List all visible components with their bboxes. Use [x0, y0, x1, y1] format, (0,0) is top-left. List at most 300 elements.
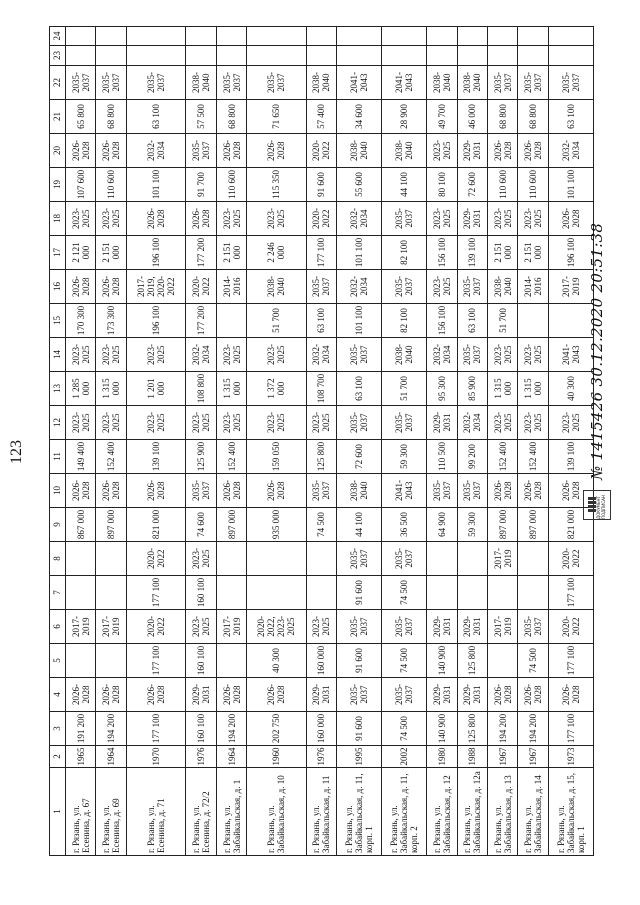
table-cell: 72 600 — [457, 168, 487, 202]
table-cell: 2035-2037 — [337, 338, 382, 372]
table-cell — [337, 27, 382, 46]
table-cell: 2023-2025 — [488, 338, 518, 372]
table-cell: 177 100 — [548, 576, 593, 610]
table-cell: 177 100 — [126, 712, 185, 746]
table-cell: 2035-2037 — [548, 66, 593, 100]
table-cell: 2035-2037 — [382, 678, 427, 712]
table-cell: 49 700 — [427, 100, 457, 134]
table-cell: 2020-2022 — [186, 270, 216, 304]
table-cell: 2026-2028 — [96, 474, 126, 508]
table-cell — [247, 27, 306, 46]
table-cell: 1964 — [96, 746, 126, 768]
table-cell: 2038-2040 — [488, 270, 518, 304]
table-cell — [126, 46, 185, 66]
table-cell — [548, 46, 593, 66]
table-cell: 44 100 — [337, 508, 382, 542]
table-cell: 2017-2019 — [216, 610, 246, 644]
table-cell: 101 100 — [337, 236, 382, 270]
table-cell: 2035-2037 — [337, 610, 382, 644]
table-cell: 935 000 — [247, 508, 306, 542]
table-cell: 95 300 — [427, 372, 457, 406]
table-cell: 2041-2043 — [382, 66, 427, 100]
table-cell: 91 600 — [337, 644, 382, 678]
table-cell: 2020-2022 — [548, 542, 593, 576]
table-cell: 2 151 000 — [216, 236, 246, 270]
table-cell: 2041-2043 — [382, 474, 427, 508]
table-cell: 59 300 — [382, 440, 427, 474]
table-cell — [457, 576, 487, 610]
table-cell: 194 200 — [96, 712, 126, 746]
table-cell: 63 100 — [457, 304, 487, 338]
table-cell: 2038-2040 — [457, 66, 487, 100]
register-table-rotated — [49, 33, 594, 856]
table-cell — [65, 644, 95, 678]
table-cell: 2023-2025 — [247, 338, 306, 372]
table-cell: 40 300 — [247, 644, 306, 678]
table-row — [247, 27, 306, 856]
table-cell: 159 050 — [247, 440, 306, 474]
table-cell: 1980 — [427, 746, 457, 768]
table-cell: 2035-2037 — [382, 610, 427, 644]
table-cell — [186, 46, 216, 66]
table-cell: 110 600 — [518, 168, 548, 202]
table-cell: 2023-2025 — [65, 406, 95, 440]
table-cell: 2029-2031 — [457, 678, 487, 712]
table-cell: 2038-2040 — [382, 338, 427, 372]
table-cell — [427, 46, 457, 66]
column-header: 7 — [50, 576, 66, 610]
table-cell: 68 800 — [216, 100, 246, 134]
table-cell: 1960 — [247, 746, 306, 768]
table-cell: 57 500 — [186, 100, 216, 134]
table-cell — [126, 27, 185, 46]
table-cell: 2023-2025 — [65, 202, 95, 236]
table-cell: 65 800 — [65, 100, 95, 134]
table-cell: 139 100 — [457, 236, 487, 270]
table-cell — [247, 46, 306, 66]
table-cell: 2029-2031 — [427, 406, 457, 440]
table-cell: 44 100 — [382, 168, 427, 202]
table-cell — [306, 27, 336, 46]
table-cell: 156 100 — [427, 304, 457, 338]
column-header: 18 — [50, 202, 66, 236]
table-cell — [216, 304, 246, 338]
table-cell: 2023-2025 — [427, 202, 457, 236]
table-cell: 2026-2028 — [548, 474, 593, 508]
table-cell: 2023-2025 — [96, 338, 126, 372]
table-row — [186, 27, 216, 856]
table-cell — [306, 542, 336, 576]
table-cell: 202 750 — [247, 712, 306, 746]
table-cell: 2029-2031 — [306, 678, 336, 712]
column-header: 1 — [50, 768, 66, 856]
table-cell: 2026-2028 — [548, 202, 593, 236]
table-cell: 2035-2037 — [337, 542, 382, 576]
table-cell: 2032-2034 — [186, 338, 216, 372]
table-cell: 115 350 — [247, 168, 306, 202]
table-cell — [96, 644, 126, 678]
table-cell: 2026-2028 — [126, 474, 185, 508]
table-cell: 897 000 — [216, 508, 246, 542]
table-cell: 2002 — [382, 746, 427, 768]
table-cell: 36 500 — [382, 508, 427, 542]
table-cell: 2035-2037 — [306, 474, 336, 508]
table-cell: 1965 — [65, 746, 95, 768]
table-cell — [96, 542, 126, 576]
table-cell — [216, 542, 246, 576]
table-cell: 2017-2019 — [96, 610, 126, 644]
table-cell: 2023-2025 — [518, 202, 548, 236]
table-cell: 2023-2025 — [216, 406, 246, 440]
table-cell: 177 200 — [186, 304, 216, 338]
table-cell: 51 700 — [488, 304, 518, 338]
address-cell: г. Рязань, ул. Забайкальская, д. 14 — [518, 768, 548, 856]
table-cell — [96, 27, 126, 46]
table-cell: 191 200 — [65, 712, 95, 746]
table-cell: 2023-2025 — [427, 134, 457, 168]
table-row — [216, 27, 246, 856]
table-cell — [457, 542, 487, 576]
table-row — [427, 27, 457, 856]
table-cell: 2035-2037 — [518, 610, 548, 644]
address-cell: г. Рязань, ул. Есенина, д. 71 — [126, 768, 185, 856]
table-cell — [518, 46, 548, 66]
table-cell: 2023-2025 — [126, 406, 185, 440]
column-header: 16 — [50, 270, 66, 304]
table-cell: 1976 — [306, 746, 336, 768]
table-cell: 2029-2031 — [186, 678, 216, 712]
table-cell: 91 600 — [337, 576, 382, 610]
table-cell: 897 000 — [488, 508, 518, 542]
register-table-body — [50, 27, 594, 856]
table-cell: 85 900 — [457, 372, 487, 406]
table-cell: 821 000 — [126, 508, 185, 542]
table-cell: 2017-2019 — [548, 270, 593, 304]
table-cell: 51 700 — [382, 372, 427, 406]
table-cell: 2035-2037 — [186, 474, 216, 508]
table-cell: 2041-2043 — [337, 66, 382, 100]
table-cell: 2035-2037 — [382, 202, 427, 236]
column-header: 4 — [50, 678, 66, 712]
table-cell: 140 900 — [427, 712, 457, 746]
table-cell: 55 600 — [337, 168, 382, 202]
table-cell: 2032-2034 — [126, 134, 185, 168]
table-row — [337, 27, 382, 856]
table-cell: 28 900 — [382, 100, 427, 134]
table-cell: 2035-2037 — [382, 542, 427, 576]
table-cell: 2023-2025 — [96, 406, 126, 440]
column-header: 23 — [50, 46, 66, 66]
table-cell: 2032-2034 — [337, 202, 382, 236]
table-cell: 2035-2037 — [186, 134, 216, 168]
table-cell — [65, 27, 95, 46]
table-cell — [382, 27, 427, 46]
table-cell: 152 400 — [216, 440, 246, 474]
table-cell: 2023-2025 — [247, 406, 306, 440]
table-cell: 2023-2025 — [65, 338, 95, 372]
table-cell: 1988 — [457, 746, 487, 768]
table-cell: 160 100 — [186, 644, 216, 678]
table-cell: 160 000 — [306, 644, 336, 678]
table-cell: 101 100 — [548, 168, 593, 202]
table-cell: 2023-2025 — [306, 610, 336, 644]
address-cell: г. Рязань, ул. Забайкальская, д. 11, корп. 2 — [382, 768, 427, 856]
table-cell: 2035-2037 — [96, 66, 126, 100]
table-cell: 2 121 000 — [65, 236, 95, 270]
table-cell: 2026-2028 — [247, 134, 306, 168]
table-cell — [337, 46, 382, 66]
table-cell: 80 100 — [427, 168, 457, 202]
table-cell: 74 500 — [518, 644, 548, 678]
table-cell — [488, 46, 518, 66]
table-cell: 2035-2037 — [337, 406, 382, 440]
table-cell: 63 100 — [337, 372, 382, 406]
column-header: 5 — [50, 644, 66, 678]
address-cell: г. Рязань, ул. Забайкальская, д. 13 — [488, 768, 518, 856]
table-cell: 194 200 — [518, 712, 548, 746]
table-cell: 2032-2034 — [306, 338, 336, 372]
table-cell: 2038-2040 — [186, 66, 216, 100]
table-cell: 2035-2037 — [457, 474, 487, 508]
table-cell: 2023-2025 — [518, 406, 548, 440]
table-cell: 2026-2028 — [65, 474, 95, 508]
table-cell: 2026-2028 — [96, 270, 126, 304]
table-cell: 2029-2031 — [457, 202, 487, 236]
table-cell: 110 600 — [488, 168, 518, 202]
address-cell: г. Рязань, ул. Есенина, д. 69 — [96, 768, 126, 856]
table-cell — [382, 46, 427, 66]
table-cell: 139 100 — [126, 440, 185, 474]
page-number: 123 — [8, 440, 25, 464]
table-cell: 63 100 — [306, 304, 336, 338]
register-table — [49, 26, 594, 856]
column-header: 20 — [50, 134, 66, 168]
table-cell: 2017-2019, 2020-2022 — [126, 270, 185, 304]
table-cell: 2020-2022 — [306, 202, 336, 236]
table-cell — [306, 576, 336, 610]
table-cell — [65, 576, 95, 610]
table-cell: 2023-2025 — [306, 406, 336, 440]
table-cell — [65, 46, 95, 66]
table-cell: 99 200 — [457, 440, 487, 474]
column-header: 6 — [50, 610, 66, 644]
table-cell: 82 100 — [382, 236, 427, 270]
table-cell: 2 151 000 — [96, 236, 126, 270]
document-stamp: № 1415426 30.12.2020 20:51:38 — [588, 222, 606, 480]
table-cell — [518, 304, 548, 338]
table-cell: 2035-2037 — [247, 66, 306, 100]
table-cell: 2026-2028 — [518, 474, 548, 508]
table-cell: 2023-2025 — [186, 610, 216, 644]
table-cell: 82 100 — [382, 304, 427, 338]
table-cell: 2026-2028 — [186, 202, 216, 236]
table-cell: 110 600 — [216, 168, 246, 202]
logo-caption: ДОКУМЕНТ ПОДПИСАН — [596, 495, 606, 519]
table-cell: 2023-2025 — [96, 202, 126, 236]
table-cell: 2038-2040 — [337, 474, 382, 508]
table-cell: 177 100 — [306, 236, 336, 270]
table-cell: 2023-2025 — [548, 406, 593, 440]
signature-logo-icon — [583, 490, 611, 520]
column-header: 21 — [50, 100, 66, 134]
table-cell: 152 400 — [96, 440, 126, 474]
table-cell: 91 700 — [186, 168, 216, 202]
table-cell — [427, 542, 457, 576]
table-cell: 2035-2037 — [457, 338, 487, 372]
address-cell: г. Рязань, ул. Забайкальская, д. 11, корп. 1 — [337, 768, 382, 856]
column-header: 10 — [50, 474, 66, 508]
table-cell: 1 315 000 — [518, 372, 548, 406]
column-header: 24 — [50, 27, 66, 46]
table-cell — [518, 27, 548, 46]
table-cell: 2023-2025 — [186, 542, 216, 576]
table-cell: 2026-2028 — [216, 678, 246, 712]
address-cell: г. Рязань, ул. Есенина, д. 67 — [65, 768, 95, 856]
table-cell: 71 650 — [247, 100, 306, 134]
table-cell: 63 100 — [126, 100, 185, 134]
table-cell: 72 600 — [337, 440, 382, 474]
table-cell: 867 000 — [65, 508, 95, 542]
table-cell: 821 000 — [548, 508, 593, 542]
address-cell: г. Рязань, ул. Забайкальская, д. 15, корп. 1 — [548, 768, 593, 856]
table-row — [457, 27, 487, 856]
table-cell: 108 700 — [306, 372, 336, 406]
table-cell: 2023-2025 — [216, 202, 246, 236]
table-cell: 2017-2019 — [488, 610, 518, 644]
column-header: 19 — [50, 168, 66, 202]
table-cell: 2023-2025 — [488, 406, 518, 440]
table-cell: 2020-2022, 2023-2025 — [247, 610, 306, 644]
table-cell: 2032-2034 — [548, 134, 593, 168]
table-cell: 2020-2022 — [126, 542, 185, 576]
table-cell: 2035-2037 — [216, 66, 246, 100]
table-cell: 2020-2022 — [126, 610, 185, 644]
table-cell: 2035-2037 — [457, 270, 487, 304]
table-cell: 2026-2028 — [247, 474, 306, 508]
table-cell: 2032-2034 — [337, 270, 382, 304]
table-cell: 74 600 — [186, 508, 216, 542]
table-cell: 2035-2037 — [427, 474, 457, 508]
table-cell: 194 200 — [488, 712, 518, 746]
table-cell: 2020-2022 — [306, 134, 336, 168]
table-cell: 2035-2037 — [518, 66, 548, 100]
table-cell: 1995 — [337, 746, 382, 768]
table-cell: 1967 — [488, 746, 518, 768]
column-header: 14 — [50, 338, 66, 372]
table-cell: 2035-2037 — [126, 66, 185, 100]
table-cell — [306, 46, 336, 66]
table-row — [96, 27, 126, 856]
table-cell: 156 100 — [427, 236, 457, 270]
table-cell: 2014-2016 — [216, 270, 246, 304]
table-cell: 2026-2028 — [96, 134, 126, 168]
table-cell: 173 300 — [96, 304, 126, 338]
table-cell: 170 300 — [65, 304, 95, 338]
table-cell: 125 900 — [186, 440, 216, 474]
table-cell — [548, 27, 593, 46]
table-cell: 1 315 000 — [216, 372, 246, 406]
table-cell: 1 372 000 — [247, 372, 306, 406]
table-cell: 160 100 — [186, 576, 216, 610]
table-cell: 68 800 — [96, 100, 126, 134]
table-cell: 2 246 000 — [247, 236, 306, 270]
table-cell: 897 000 — [96, 508, 126, 542]
table-cell: 140 900 — [427, 644, 457, 678]
table-cell: 1967 — [518, 746, 548, 768]
address-cell: г. Рязань, ул. Есенина, д. 72/2 — [186, 768, 216, 856]
table-cell — [488, 27, 518, 46]
table-cell — [427, 27, 457, 46]
table-cell: 2026-2028 — [488, 678, 518, 712]
table-cell: 177 200 — [186, 236, 216, 270]
column-header: 22 — [50, 66, 66, 100]
table-cell — [427, 576, 457, 610]
address-cell: г. Рязань, ул. Забайкальская, д. 10 — [247, 768, 306, 856]
table-cell: 1 315 000 — [96, 372, 126, 406]
table-cell: 196 100 — [548, 236, 593, 270]
table-cell: 2023-2025 — [247, 202, 306, 236]
table-cell: 2023-2025 — [488, 202, 518, 236]
table-cell: 2026-2028 — [518, 678, 548, 712]
table-cell: 2035-2037 — [306, 270, 336, 304]
table-cell — [247, 542, 306, 576]
table-cell: 1 315 000 — [488, 372, 518, 406]
table-cell: 57 400 — [306, 100, 336, 134]
table-cell — [186, 27, 216, 46]
table-cell — [216, 27, 246, 46]
table-cell — [518, 542, 548, 576]
table-cell: 74 500 — [382, 644, 427, 678]
table-cell: 1973 — [548, 746, 593, 768]
table-cell: 107 600 — [65, 168, 95, 202]
table-cell — [65, 542, 95, 576]
column-header: 11 — [50, 440, 66, 474]
table-cell: 2029-2031 — [457, 134, 487, 168]
table-cell: 110 600 — [96, 168, 126, 202]
table-cell: 101 100 — [126, 168, 185, 202]
table-cell: 2035-2037 — [65, 66, 95, 100]
table-row — [306, 27, 336, 856]
column-header: 12 — [50, 406, 66, 440]
table-cell: 2035-2037 — [488, 66, 518, 100]
table-cell — [488, 644, 518, 678]
table-cell: 194 200 — [216, 712, 246, 746]
table-cell: 68 800 — [518, 100, 548, 134]
table-cell: 2029-2031 — [427, 610, 457, 644]
table-cell: 2038-2040 — [247, 270, 306, 304]
table-cell: 34 600 — [337, 100, 382, 134]
table-cell: 74 500 — [382, 576, 427, 610]
table-cell — [518, 576, 548, 610]
table-cell: 108 800 — [186, 372, 216, 406]
table-cell — [96, 46, 126, 66]
table-cell: 91 600 — [337, 712, 382, 746]
table-cell: 2026-2028 — [518, 134, 548, 168]
column-header: 13 — [50, 372, 66, 406]
column-header: 8 — [50, 542, 66, 576]
table-cell: 2023-2025 — [126, 338, 185, 372]
table-cell: 2026-2028 — [488, 134, 518, 168]
table-cell: 152 400 — [488, 440, 518, 474]
table-cell — [216, 644, 246, 678]
table-cell: 196 100 — [126, 304, 185, 338]
table-cell: 2014-2016 — [518, 270, 548, 304]
column-header: 15 — [50, 304, 66, 338]
column-header: 3 — [50, 712, 66, 746]
table-cell: 2029-2031 — [427, 678, 457, 712]
table-cell: 2 151 000 — [488, 236, 518, 270]
table-cell — [457, 46, 487, 66]
